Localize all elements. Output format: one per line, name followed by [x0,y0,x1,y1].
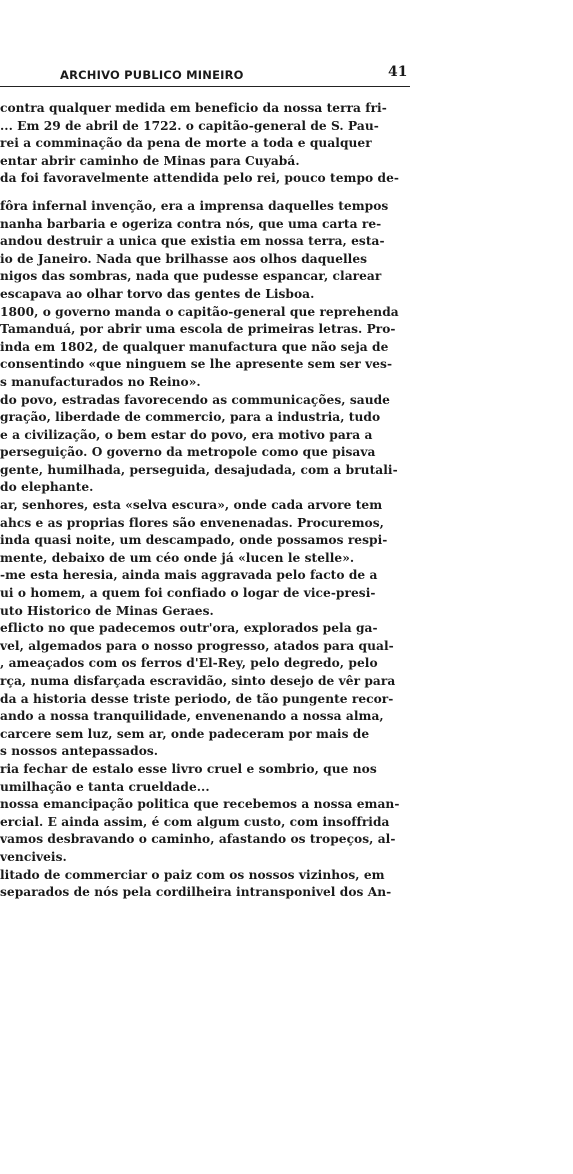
text-line: fôra infernal invenção, era a imprensa daquelles tempos [0,198,389,213]
text-line: ando a nossa tranquilidade, envenenando a nossa alma, [0,709,384,724]
paragraph-gap [0,188,420,198]
text-line: litado de commerciar o paiz com os nossos vizinhos, em [0,867,385,882]
text-line: ... Em 29 de abril de 1722. o capitão-general de S. Pau- [0,118,379,133]
running-title: ARCHIVO PUBLICO MINEIRO [60,68,244,82]
text-line: ercial. E ainda assim, é com algum custo, com insoffrida [0,814,390,829]
text-line: contra qualquer medida em beneficio da nossa terra fri- [0,101,387,115]
text-line: mente, debaixo de um céo onde já «lucen le stelle». [0,550,355,565]
text-line: ria fechar de estalo esse livro cruel e sombrio, que nos [0,761,377,776]
text-line: e a civilização, o bem estar do povo, era motivo para a [0,427,373,442]
header-rule [0,86,410,87]
text-line: 1800, o governo manda o capitão-general que reprehenda [0,304,399,319]
text-line: s nossos antepassados. [0,744,159,759]
text-line: carcere sem luz, sem ar, onde padeceram por mais de [0,726,370,741]
text-line: separados de nós pela cordilheira intransponivel dos An- [0,885,392,900]
text-line: nanha barbaria e ogeriza contra nós, que uma carta re- [0,216,382,231]
text-line: io de Janeiro. Nada que brilhasse aos olhos daquelles [0,251,368,266]
text-line: s manufacturados no Reino». [0,374,201,389]
text-line: venciveis. [0,849,67,864]
text-line: entar abrir caminho de Minas para Cuyabá. [0,153,300,168]
text-line: , ameaçados com os ferros d'El-Rey, pelo degredo, pelo [0,656,378,671]
text-line: nigos das sombras, nada que pudesse espancar, clarear [0,269,382,284]
text-line: rei a comminação da pena de morte a toda e qualquer [0,136,372,151]
text-line: consentindo «que ninguem se lhe apresente sem ser ves- [0,357,393,372]
text-line: vel, algemados para o nosso progresso, atados para qual- [0,638,394,653]
text-line: perseguição. O governo da metropole como que pisava [0,445,376,460]
text-line: do elephante. [0,480,94,495]
text-line: da foi favoravelmente attendida pelo rei, pouco tempo de- [0,171,399,186]
text-line: -me esta heresia, ainda mais aggravada pelo facto de a [0,568,378,583]
text-line: rça, numa disfarçada escravidão, sinto desejo de vêr para [0,674,396,688]
text-line: inda quasi noite, um descampado, onde possamos respi- [0,533,388,548]
text-line: andou destruir a unica que existia em nossa terra, esta- [0,234,385,249]
text-line: ui o homem, a quem foi confiado o logar de vice-presi- [0,586,376,601]
text-line: gente, humilhada, perseguida, desajudada, com a brutali- [0,462,398,477]
text-line: do povo, estradas favorecendo as communicações, saude [0,392,390,407]
text-line: da a historia desse triste periodo, de tão pungente recor- [0,691,394,706]
text-line: ar, senhores, esta «selva escura», onde cada arvore tem [0,498,383,513]
text-line: escapava ao olhar torvo das gentes de Lisboa. [0,286,315,301]
text-line: Tamanduá, por abrir uma escola de primeiras letras. Pro- [0,322,396,337]
text-line: nossa emancipação politica que recebemos a nossa eman- [0,797,400,812]
text-line: eflicto no que padecemos outr'ora, explorados pela ga- [0,621,378,636]
running-head [0,62,410,88]
text-line: umilhação e tanta crueldade... [0,779,210,794]
text-line: uto Historico de Minas Geraes. [0,603,214,618]
text-line: ahcs e as proprias flores são envenenadas. Procuremos, [0,515,384,530]
body-text [0,100,420,902]
text-line: vamos desbravando o caminho, afastando os tropeços, al- [0,832,396,847]
text-line: inda em 1802, de qualquer manufactura que não seja de [0,339,389,354]
text-line: gração, liberdade de commercio, para a industria, tudo [0,410,381,425]
page-number: 41 [388,64,408,80]
